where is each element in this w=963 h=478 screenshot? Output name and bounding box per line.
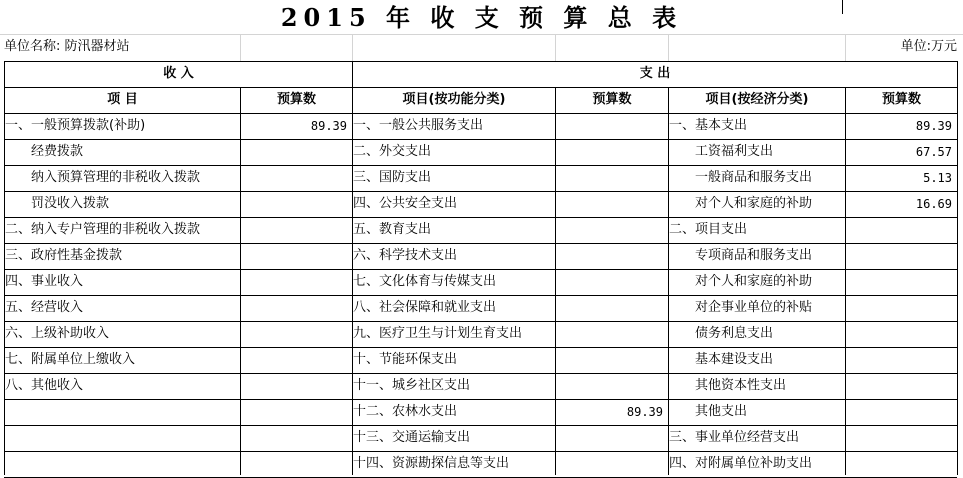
economic-budget-value — [846, 399, 952, 425]
functional-budget-value — [556, 243, 663, 269]
income-item-label: 七、附属单位上缴收入 — [5, 352, 136, 367]
income-item-label: 八、其他收入 — [5, 378, 84, 393]
income-item-label: 二、纳入专户管理的非税收入拨款 — [5, 222, 201, 237]
unit-name-label: 单位名称: 防汛器材站 — [4, 39, 130, 54]
income-item-label — [5, 451, 240, 477]
functional-budget-value — [556, 217, 663, 243]
income-item-label — [5, 399, 240, 425]
economic-budget-value: 89.39 — [915, 119, 952, 133]
income-item-label: 罚没收入拨款 — [31, 196, 110, 211]
functional-budget-value — [556, 191, 663, 217]
functional-budget-value — [556, 373, 663, 399]
economic-item-label: 对个人和家庭的补助 — [695, 274, 813, 289]
income-budget-value — [241, 269, 347, 295]
income-budget-header: 预算数 — [276, 92, 316, 107]
economic-budget-value — [846, 321, 952, 347]
income-budget-value — [241, 191, 347, 217]
economic-item-label: 基本建设支出 — [695, 352, 774, 367]
economic-item-label: 工资福利支出 — [695, 144, 774, 159]
income-item-header: 项 目 — [107, 92, 138, 107]
economic-budget-value — [846, 347, 952, 373]
functional-budget-value: 89.39 — [626, 405, 663, 419]
economic-item-label: 三、事业单位经营支出 — [669, 430, 800, 445]
expense-section-header: 支 出 — [639, 66, 671, 81]
income-item-label: 三、政府性基金拨款 — [5, 248, 123, 263]
income-budget-value — [241, 243, 347, 269]
income-budget-value — [241, 139, 347, 165]
grid-line — [668, 34, 669, 61]
income-budget-value — [241, 347, 347, 373]
income-item-label: 六、上级补助收入 — [5, 326, 110, 341]
economic-budget-value — [846, 425, 952, 451]
income-budget-value — [241, 399, 347, 425]
functional-item-label: 四、公共安全支出 — [353, 196, 458, 211]
functional-item-label: 十一、城乡社区支出 — [353, 378, 471, 393]
economic-budget-value — [846, 269, 952, 295]
unit-label: 单位:万元 — [900, 39, 957, 54]
income-item-label: 四、事业收入 — [5, 274, 84, 289]
functional-item-label: 二、外交支出 — [353, 144, 432, 159]
functional-budget-value — [556, 113, 663, 139]
economic-budget-value — [846, 373, 952, 399]
economic-item-header: 项目(按经济分类) — [705, 92, 809, 107]
functional-budget-value — [556, 295, 663, 321]
grid-line — [352, 34, 353, 61]
income-item-label: 经费拨款 — [31, 144, 84, 159]
functional-budget-value — [556, 321, 663, 347]
economic-budget-value: 16.69 — [915, 197, 952, 211]
functional-budget-value — [556, 425, 663, 451]
economic-budget-value — [846, 451, 952, 477]
functional-item-label: 九、医疗卫生与计划生育支出 — [353, 326, 523, 341]
functional-budget-value — [556, 269, 663, 295]
functional-item-label: 五、教育支出 — [353, 222, 432, 237]
economic-item-label: 对企事业单位的补贴 — [695, 300, 813, 315]
economic-budget-value — [846, 243, 952, 269]
income-budget-value — [241, 451, 347, 477]
functional-item-label: 十、节能环保支出 — [353, 352, 458, 367]
income-item-label: 五、经营收入 — [5, 300, 84, 315]
functional-item-label: 七、文化体育与传媒支出 — [353, 274, 497, 289]
functional-budget-header: 预算数 — [592, 92, 632, 107]
economic-budget-value: 67.57 — [915, 145, 952, 159]
economic-budget-value — [846, 295, 952, 321]
income-budget-value — [241, 217, 347, 243]
functional-budget-value — [556, 139, 663, 165]
economic-item-label: 其他支出 — [695, 404, 748, 419]
income-item-label: 一、一般预算拨款(补助) — [5, 118, 146, 133]
income-budget-value: 89.39 — [310, 119, 347, 133]
economic-budget-value — [846, 217, 952, 243]
functional-item-label: 十三、交通运输支出 — [353, 430, 471, 445]
income-item-label — [5, 425, 240, 451]
functional-item-label: 三、国防支出 — [353, 170, 432, 185]
income-budget-value — [241, 321, 347, 347]
income-item-label: 纳入预算管理的非税收入拨款 — [31, 170, 201, 185]
functional-item-label: 十二、农林水支出 — [353, 404, 458, 419]
functional-item-header: 项目(按功能分类) — [402, 92, 506, 107]
functional-item-label: 一、一般公共服务支出 — [353, 118, 484, 133]
functional-item-label: 六、科学技术支出 — [353, 248, 458, 263]
page-title: 2015 年 收 支 预 算 总 表 — [280, 3, 683, 32]
economic-item-label: 专项商品和服务支出 — [695, 248, 813, 263]
functional-budget-value — [556, 451, 663, 477]
economic-budget-header: 预算数 — [881, 92, 921, 107]
income-budget-value — [241, 425, 347, 451]
economic-budget-value: 5.13 — [923, 171, 952, 185]
functional-item-label: 十四、资源勘探信息等支出 — [353, 456, 510, 471]
economic-item-label: 四、对附属单位补助支出 — [669, 456, 813, 471]
grid-line — [555, 34, 556, 61]
functional-item-label: 八、社会保障和就业支出 — [353, 300, 497, 315]
income-section-header: 收 入 — [163, 66, 194, 81]
income-budget-value — [241, 373, 347, 399]
economic-item-label: 其他资本性支出 — [695, 378, 787, 393]
economic-item-label: 债务利息支出 — [695, 326, 774, 341]
economic-item-label: 一、基本支出 — [669, 118, 748, 133]
economic-item-label: 对个人和家庭的补助 — [695, 196, 813, 211]
functional-budget-value — [556, 165, 663, 191]
grid-line — [240, 34, 241, 61]
income-budget-value — [241, 165, 347, 191]
table-border-right — [957, 61, 958, 475]
income-budget-value — [241, 295, 347, 321]
economic-item-label: 一般商品和服务支出 — [695, 170, 813, 185]
economic-item-label: 二、项目支出 — [669, 222, 748, 237]
functional-budget-value — [556, 347, 663, 373]
